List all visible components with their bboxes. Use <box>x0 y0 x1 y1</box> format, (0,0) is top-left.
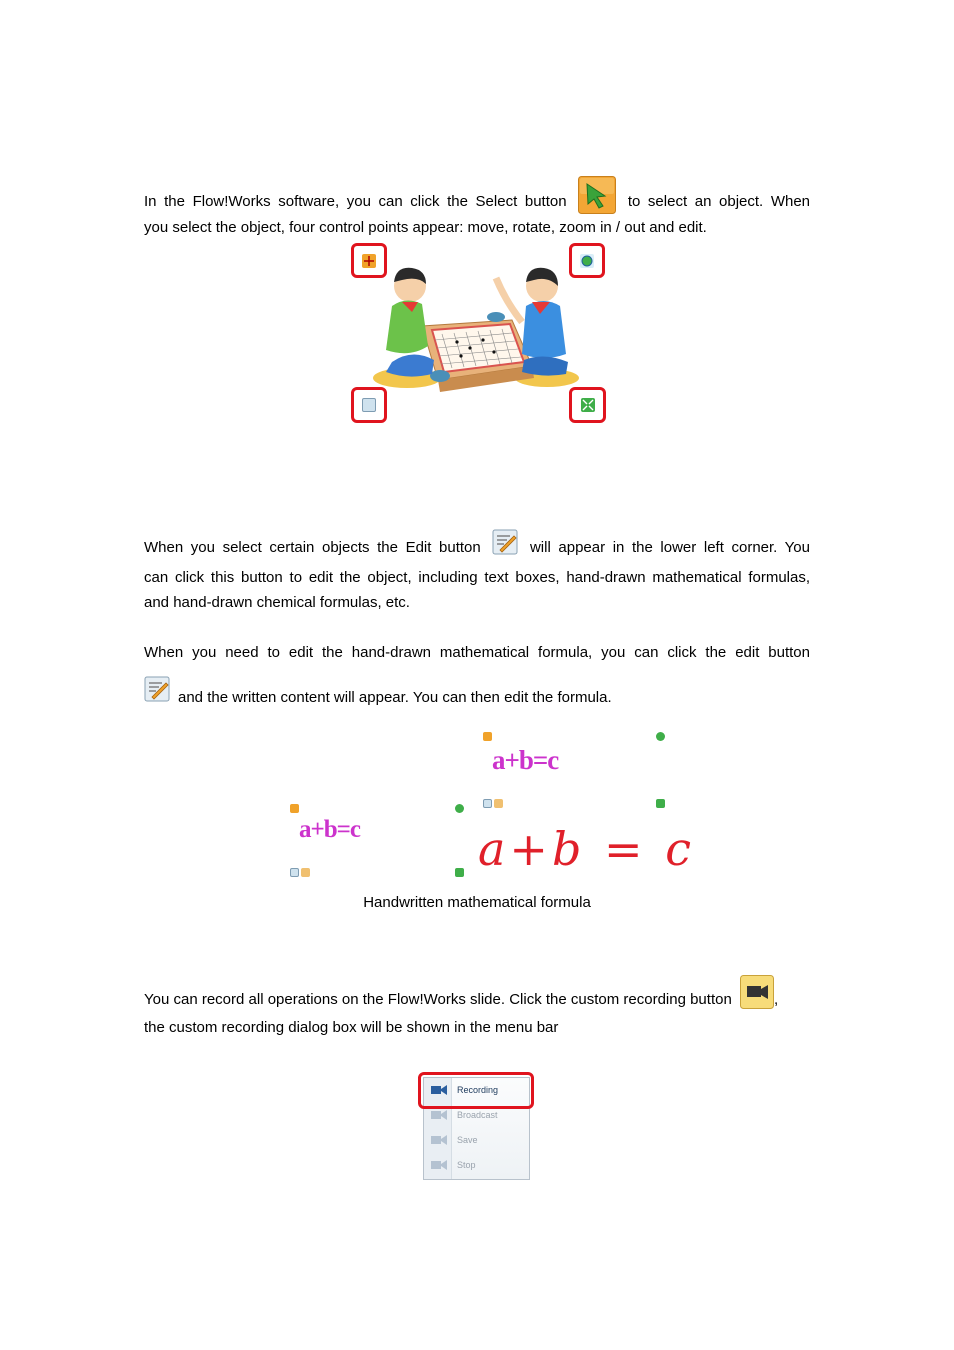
zoom-icon <box>455 868 464 877</box>
select-paragraph-line2: you select the object, four control points appear: move, rotate, zoom in / out and edit. <box>144 219 707 236</box>
pencil-edit-icon <box>494 799 503 808</box>
handwritten-formula: a+b = c <box>478 822 695 876</box>
move-icon[interactable] <box>362 254 376 268</box>
pencil-edit-icon <box>301 868 310 877</box>
video-camera-icon <box>430 1158 448 1174</box>
formula-paragraph-line2: and the written content will appear. You can then edit the formula. <box>178 689 612 706</box>
rotate-icon <box>455 804 464 813</box>
video-camera-icon[interactable] <box>740 975 774 1009</box>
edit-text-before: When you select certain objects the Edit button <box>144 539 481 556</box>
record-paragraph-line2: the custom recording dialog box will be shown in the menu bar <box>144 1019 559 1036</box>
pencil-edit-icon[interactable] <box>144 676 170 702</box>
menu-item-label: Broadcast <box>457 1110 498 1120</box>
select-text-before: In the Flow!Works software, you can click the Select button <box>144 193 567 210</box>
recognized-formula-top: a+b=c <box>492 745 559 775</box>
recognized-formula-left: a+b=c <box>299 816 360 843</box>
edit-paragraph-line1 <box>144 535 810 560</box>
edit-paragraph-line2: can click this button to edit the object, including text boxes, hand-drawn mathematical formulas, <box>144 569 810 586</box>
figure-caption: Handwritten mathematical formula <box>363 894 591 911</box>
record-text-after: , <box>773 991 779 1008</box>
select-button-icon[interactable] <box>578 176 616 214</box>
zoom-icon[interactable] <box>581 398 595 412</box>
pencil-edit-icon[interactable] <box>492 529 518 555</box>
edit-icon[interactable] <box>362 398 376 412</box>
edit-icon <box>290 868 299 877</box>
edit-paragraph-line3: and hand-drawn chemical formulas, etc. <box>144 594 410 611</box>
menu-item-label: Save <box>457 1135 478 1145</box>
video-camera-icon <box>430 1108 448 1124</box>
record-text-before: You can record all operations on the Flow!Works slide. Click the custom recording button <box>144 991 732 1008</box>
edit-icon <box>483 799 492 808</box>
select-text-after: to select an object. When <box>627 193 811 210</box>
move-icon <box>483 732 492 741</box>
menu-item-label: Recording <box>457 1085 499 1095</box>
select-paragraph-line1 <box>144 189 810 214</box>
record-paragraph-line1 <box>144 987 824 1012</box>
move-icon <box>290 804 299 813</box>
video-camera-icon <box>430 1133 448 1149</box>
recording-item-highlight <box>418 1072 534 1109</box>
go-players-illustration <box>362 262 588 402</box>
menu-item-save <box>424 1128 530 1153</box>
rotate-icon[interactable] <box>580 254 594 268</box>
menu-item-label: Stop <box>457 1160 476 1170</box>
formula-paragraph-line1: When you need to edit the hand-drawn mathematical formula, you can click the edit button <box>144 644 810 661</box>
rotate-icon <box>656 732 665 741</box>
zoom-icon <box>656 799 665 808</box>
edit-text-after: will appear in the lower left corner. You <box>529 539 810 556</box>
menu-item-stop <box>424 1153 530 1178</box>
